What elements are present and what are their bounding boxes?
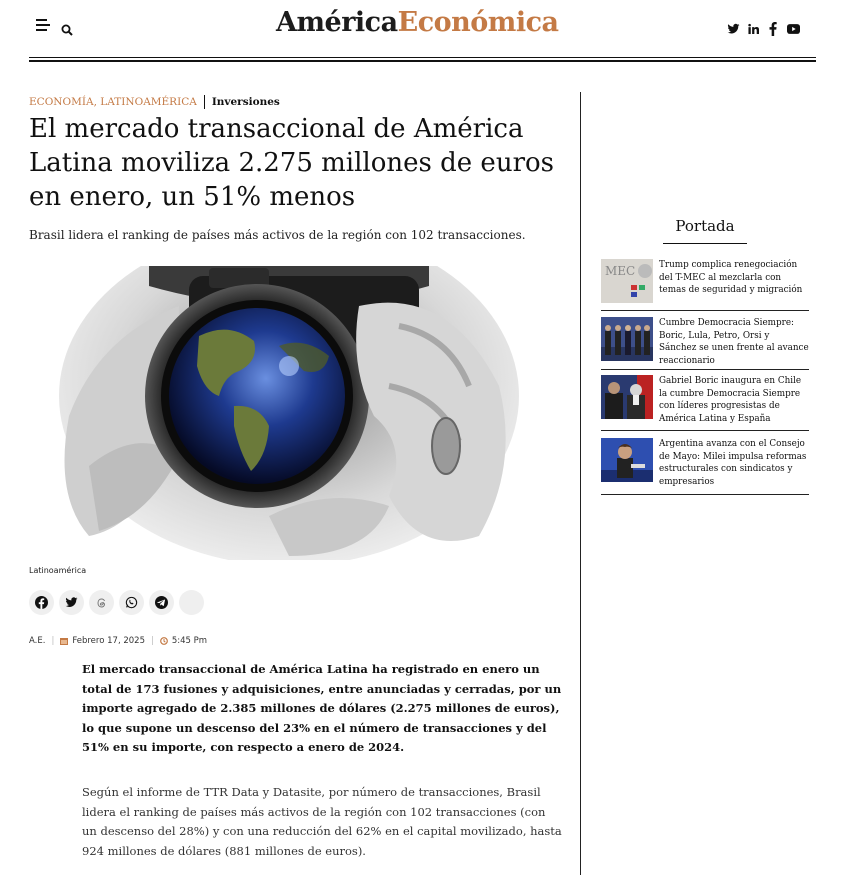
author-name[interactable]: A.E. [29,636,46,646]
news-divider [601,369,809,370]
linkedin-icon[interactable] [748,22,759,36]
news-thumbnail[interactable] [601,438,653,482]
news-headline[interactable]: Argentina avanza con el Consejo de Mayo: Milei impulsa reformas estructurales con sindicatos y empresarios [659,439,807,487]
facebook-icon [35,596,48,609]
search-icon[interactable] [61,24,73,36]
clock-icon [160,637,168,645]
header-divider-thick [29,60,816,62]
facebook-icon[interactable] [769,22,777,36]
news-headline[interactable]: Cumbre Democracia Siempre: Boric, Lula, Petro, Orsi y Sánchez se unen frente al avance reaccionario [659,318,809,366]
article-subtitle: Brasil lidera el ranking de países más activos de la región con 102 transacciones. [29,228,526,242]
news-headline[interactable]: Gabriel Boric inaugura en Chile la cumbre Democracia Siempre con líderes progresistas de América Latina y España [659,376,802,424]
logo-text-economica: Económica [397,7,559,38]
svg-text:MEC: MEC [605,264,636,278]
news-thumbnail[interactable] [601,317,653,361]
article-categories [29,95,280,109]
article-body-paragraph: Según el informe de TTR Data y Datasite, por número de transacciones, Brasil lidera el ranking de países más activos de la región con 102 transacciones (con un descenso del 28%) y con una reducción del 62% en el capital movilizado, hasta 924 millones de dólares (881 millones de euros). [82,785,562,858]
threads-icon [96,597,108,609]
sidebar-news-item[interactable] [601,317,809,370]
publish-date: Febrero 17, 2025 [72,636,145,646]
article-title: El mercado transaccional de América Latina moviliza 2.275 millones de euros en enero, un 51% menos [29,114,554,212]
news-thumbnail[interactable] [601,259,653,303]
sidebar-heading-underline [663,243,747,244]
site-header [0,0,861,64]
sidebar-news-item[interactable] [601,259,809,311]
share-facebook-button[interactable] [29,590,54,615]
share-twitter-button[interactable] [59,590,84,615]
menu-icon[interactable] [36,19,50,31]
sidebar-heading: Portada [675,217,735,235]
site-logo[interactable] [276,7,559,38]
column-divider [580,92,581,875]
telegram-icon [155,596,168,609]
share-buttons [29,590,204,616]
news-divider [601,494,809,495]
article-hero-image [29,266,553,560]
twitter-icon [65,596,78,609]
logo-text-america: América [276,7,398,38]
article-meta: A.E. | Febrero 17, 2025 | 5:45 Pm [29,636,208,646]
sidebar-news-item[interactable] [601,375,809,431]
twitter-icon[interactable] [727,22,740,36]
header-divider [29,57,816,58]
category-separator [204,95,205,109]
news-divider [601,310,809,311]
news-divider [601,430,809,431]
whatsapp-icon [125,596,138,609]
category-link[interactable]: ECONOMÍA, LATINOAMÉRICA [29,96,197,108]
image-caption: Latinoamérica [29,566,87,575]
share-telegram-button[interactable] [149,590,174,615]
article-lead: El mercado transaccional de América Latina ha registrado en enero un total de 173 fusiones y adquisiciones, entre anunciadas y cerradas, por un importe agregado de 2.385 millones de dólares (2.275 millones de euros), lo que supone un descenso del 23% en el número de transacciones y del 51% en su importe, con respecto a enero de 2024. [82,662,562,754]
share-more-button[interactable] [179,590,204,615]
share-whatsapp-button[interactable] [119,590,144,615]
sidebar-news-item[interactable] [601,438,809,495]
publish-time: 5:45 Pm [171,636,208,646]
share-threads-button[interactable] [89,590,114,615]
youtube-icon[interactable] [787,22,800,36]
news-headline[interactable]: Trump complica renegociación del T-MEC al mezclarla con temas de seguridad y migración [659,260,803,295]
subcategory-link[interactable]: Inversiones [211,96,280,108]
calendar-icon [60,637,68,645]
news-thumbnail[interactable] [601,375,653,419]
